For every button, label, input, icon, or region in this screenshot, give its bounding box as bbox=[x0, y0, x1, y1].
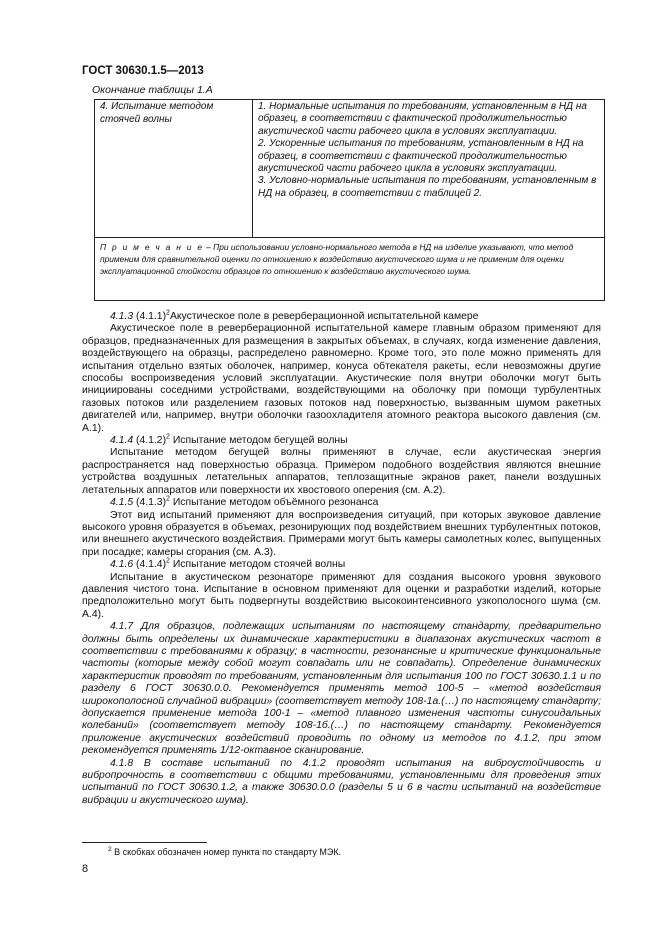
paragraph-4-1-8: 4.1.8 В составе испытаний по 4.1.2 проводят испытания на виброустойчивость и вибропрочность в соответствии с общими требованиями, установленными для проведения этих испытаний по ГОСТ 30630.1.2, а также 30630.0.0 (разделы 5 и 6 в части испытаний на воздействие вибрации и акустического шума). bbox=[82, 757, 601, 806]
table-cell-variants bbox=[253, 100, 604, 237]
footnote-ref: 2 bbox=[166, 433, 170, 441]
clause-title: Испытание методом бегущей волны bbox=[169, 435, 348, 447]
footnote bbox=[108, 847, 341, 857]
footnote-divider bbox=[82, 842, 207, 843]
footnote-ref: 2 bbox=[166, 495, 170, 503]
section-heading-4-1-4 bbox=[82, 435, 601, 447]
clause-ref: (4.1.2) bbox=[133, 435, 167, 447]
paragraph-4-1-5: Этот вид испытаний применяют для воспроизведения ситуаций, при которых звуковое давление высокого уровня образуется в объемах, резонирующих под воздействием внешних турбулентных потоков, или внешнего акустического воздействия. Примерами могут быть камеры самолетных колес, выпущенных при посадке; камеры сгорания (см. А.3). bbox=[82, 509, 601, 558]
paragraph-4-1-6: Испытание в акустическом резонаторе применяют для создания высокого уровня звукового давления чистого тона. Испытание в основном применяют для оценки и разработки изделий, которые предположительно могут быть подвергнуты воздействию высокоинтенсивного узкополосного шума (см. А.4). bbox=[82, 571, 601, 620]
section-heading-4-1-5 bbox=[82, 497, 601, 509]
paragraph-4-1-4: Испытание методом бегущей волны применяют в случае, если акустическая энергия распространяется над поверхностью образца. Примером подобного воздействия являются внешние устройства воздушных летательных аппаратов, теплозащитные экранов ракет, панели воздушных летательных аппаратов или поверхности их хвостового оперения (см. А.2). bbox=[82, 447, 601, 496]
table-caption: Окончание таблицы 1.А bbox=[92, 84, 213, 96]
body-text bbox=[82, 311, 601, 807]
clause-ref: (4.1.1) bbox=[133, 311, 167, 322]
clause-title: Испытание методом стоячей волны bbox=[169, 559, 346, 571]
footnote-text: В скобках обозначен номер пункта по стандарту МЭК. bbox=[111, 847, 342, 857]
variant-item-2: 2. Ускоренные испытания по требованиям, установленным в НД на образец, в соответствии с фактической продолжительностью акустической части рабочего цикла в условиях эксплуатации. bbox=[258, 138, 584, 175]
note-text: – При использовании условно-нормального метода в НД на изделие указывают, что метод применим для сравнительной оценки по отношению к воздействию акустического шума и не применим для оценки эксплуатационной стойкости образцов по отношению к воздействию акустического шума. bbox=[100, 242, 574, 276]
note-prefix: П р и м е ч а н и е bbox=[100, 242, 204, 252]
document-header: ГОСТ 30630.1.5—2013 bbox=[82, 65, 204, 77]
section-heading-4-1-6 bbox=[82, 559, 601, 571]
footnote-ref: 2 bbox=[166, 557, 170, 565]
clause-number: 4.1.6 bbox=[110, 559, 134, 571]
table-1a-continuation bbox=[94, 99, 605, 301]
clause-ref: (4.1.4) bbox=[133, 559, 167, 571]
section-heading-4-1-3 bbox=[82, 311, 601, 323]
clause-title: Акустическое поле в реверберационной испытательной камере bbox=[169, 311, 479, 322]
clause-ref: (4.1.3) bbox=[133, 497, 167, 509]
clause-number: 4.1.3 bbox=[110, 311, 134, 322]
clause-number: 4.1.5 bbox=[110, 497, 134, 509]
table-note bbox=[95, 237, 604, 300]
paragraph-4-1-7: 4.1.7 Для образцов, подлежащих испытаниям по настоящему стандарту, предварительно должны быть определены их динамические характеристики в диапазонах акустических частот в соответствии с требованиями к образцу; в частности, резонансные и критические функциональные частоты (которые между собой могут совпадать или не совпадать). Определение динамических характеристик проводят по требованиям, установленным для испытания 100 по ГОСТ 30630.1.1 и по разделу 6 ГОСТ 30630.0.0. Рекомендуется применять метод 100-5 – «метод воздействия широкополосной случайной вибрации» (соответствует методу 108-1а.(…) по настоящему стандарту; допускается применение метода 100-1 – «метод плавного изменения частоты синусоидальных колебаний» (соответствует методу 108-1б.(…) по настоящему стандарту. Рекомендуется приложение акустических воздействий проводить по одному из методов по 4.1.2, при этом рекомендуется применять 1/12-октавное сканирование. bbox=[82, 621, 601, 757]
footnote-marker: 2 bbox=[108, 846, 112, 853]
clause-number: 4.1.4 bbox=[110, 435, 134, 447]
table-cell-method: 4. Испытание методом стоячей волны bbox=[95, 100, 253, 237]
clause-title: Испытание методом объёмного резонанса bbox=[169, 497, 379, 509]
variant-item-1: 1. Нормальные испытания по требованиям, установленным в НД на образец, в соответствии с фактической продолжительностью акустической части рабочего цикла в условиях эксплуатации. bbox=[258, 101, 587, 137]
page-number: 8 bbox=[82, 863, 89, 875]
variant-item-3: 3. Условно-нормальные испытания по требованиям, установленным в НД на образец, в соответствии с таблицей 2. bbox=[258, 175, 597, 199]
footnote-ref: 2 bbox=[166, 309, 170, 317]
paragraph-4-1-3: Акустическое поле в реверберационной испытательной камере главным образом применяют для образцов, предназначенных для размещения в закрытых объемах, в случаях, когда изменение давления, воздействующего на образцы, распределено равномерно. Кроме того, это поле можно применять для испытания отдельно взятых оболочек, например, конуса обтекателя ракеты, если невозможны другие способы воспроизведения условий эксплуатации. Акустические поля внутри оболочки могут быть инициированы соседними устройствами, воздействующими на оболочку при помощи турбулентных газовых потоков или разделением газовых потоков над поверхностью, вызванным шумом ракетных двигателей или, например, внутри оболочки газоохладителя атомного реактора высокого давления (см. А.1). bbox=[82, 323, 601, 434]
